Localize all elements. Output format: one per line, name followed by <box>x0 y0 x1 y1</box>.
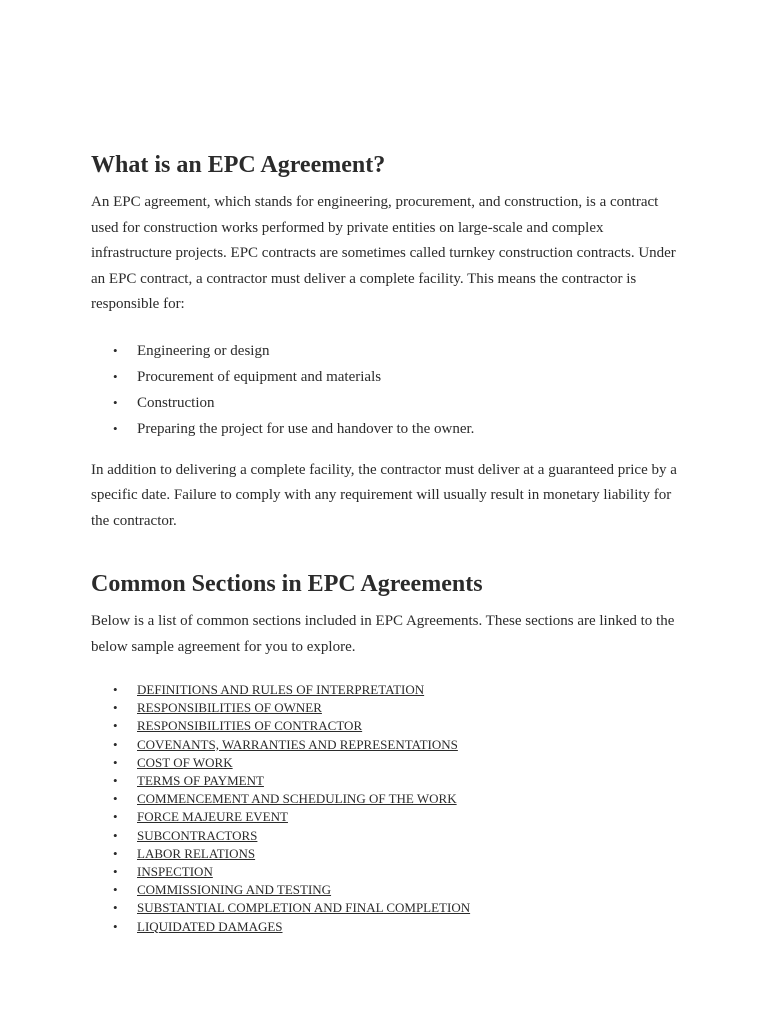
bullet-icon: • <box>113 845 118 861</box>
bullet-icon: • <box>113 809 118 825</box>
list-item <box>91 416 681 442</box>
section-link[interactable]: LABOR RELATIONS <box>137 845 256 861</box>
bullet-icon: • <box>113 918 118 934</box>
section-link[interactable]: COST OF WORK <box>137 754 233 770</box>
page-title: What is an EPC Agreement? <box>91 152 386 178</box>
list-item <box>91 845 681 863</box>
list-item-text: Engineering or design <box>137 342 270 359</box>
bullet-icon: • <box>113 754 118 770</box>
bullet-icon: • <box>113 882 118 898</box>
section-link[interactable]: RESPONSIBILITIES OF CONTRACTOR <box>137 718 363 734</box>
list-item <box>91 827 681 845</box>
section-link[interactable]: TERMS OF PAYMENT <box>137 773 264 789</box>
bullet-icon: • <box>113 368 118 384</box>
section-link[interactable]: SUBSTANTIAL COMPLETION AND FINAL COMPLETION <box>137 900 471 916</box>
intro-paragraph: An EPC agreement, which stands for engineering, procurement, and construction, is a contract used for construction works performed by private entities on large-scale and complex infrastructure projects. EPC contracts are sometimes called turnkey construction contracts. Under an EPC contract, a contractor must deliver a complete facility. This means the contractor is responsible for: <box>91 194 676 312</box>
list-item <box>91 717 681 735</box>
section-link[interactable]: INSPECTION <box>137 864 213 880</box>
document-page <box>91 148 681 936</box>
bullet-icon: • <box>113 718 118 734</box>
bullet-icon: • <box>113 394 118 410</box>
section-link[interactable]: COVENANTS, WARRANTIES AND REPRESENTATIONS <box>137 736 458 752</box>
list-item-text: Procurement of equipment and materials <box>137 368 382 385</box>
section-heading: Common Sections in EPC Agreements <box>91 571 483 597</box>
bullet-icon: • <box>113 773 118 789</box>
bullet-icon: • <box>113 736 118 752</box>
section-link[interactable]: COMMENCEMENT AND SCHEDULING OF THE WORK <box>137 791 457 807</box>
responsibilities-list <box>91 338 681 442</box>
bullet-icon: • <box>113 864 118 880</box>
list-item-text: Construction <box>137 394 215 411</box>
sections-link-list <box>91 681 681 936</box>
section-link[interactable]: RESPONSIBILITIES OF OWNER <box>137 700 322 716</box>
list-item <box>91 736 681 754</box>
list-item <box>91 338 681 364</box>
section-link[interactable]: DEFINITIONS AND RULES OF INTERPRETATION <box>137 682 425 697</box>
bullet-icon: • <box>113 827 118 843</box>
section-link[interactable]: SUBCONTRACTORS <box>137 827 258 843</box>
list-item <box>91 390 681 416</box>
section-link[interactable]: LIQUIDATED DAMAGES <box>137 918 283 934</box>
list-item <box>91 754 681 772</box>
list-item <box>91 699 681 717</box>
list-item-text: Preparing the project for use and handover to the owner. <box>137 420 475 437</box>
bullet-icon: • <box>113 420 118 436</box>
bullet-icon: • <box>113 700 118 716</box>
bullet-icon: • <box>113 900 118 916</box>
list-item <box>91 364 681 390</box>
list-item <box>91 863 681 881</box>
list-item <box>91 772 681 790</box>
bullet-icon: • <box>113 682 118 697</box>
list-item <box>91 918 681 936</box>
bullet-icon: • <box>113 342 118 358</box>
sections-intro-paragraph: Below is a list of common sections included in EPC Agreements. These sections are linked to the below sample agreement for you to explore. <box>91 613 675 655</box>
list-item <box>91 790 681 808</box>
section-link[interactable]: COMMISSIONING AND TESTING <box>137 882 332 898</box>
list-item <box>91 681 681 699</box>
list-item <box>91 881 681 899</box>
list-item <box>91 808 681 826</box>
bullet-icon: • <box>113 791 118 807</box>
list-item <box>91 899 681 917</box>
section-link[interactable]: FORCE MAJEURE EVENT <box>137 809 288 825</box>
closing-paragraph: In addition to delivering a complete facility, the contractor must deliver at a guaranteed price by a specific date. Failure to comply with any requirement will usually result in monetary liability for the contractor. <box>91 461 677 529</box>
